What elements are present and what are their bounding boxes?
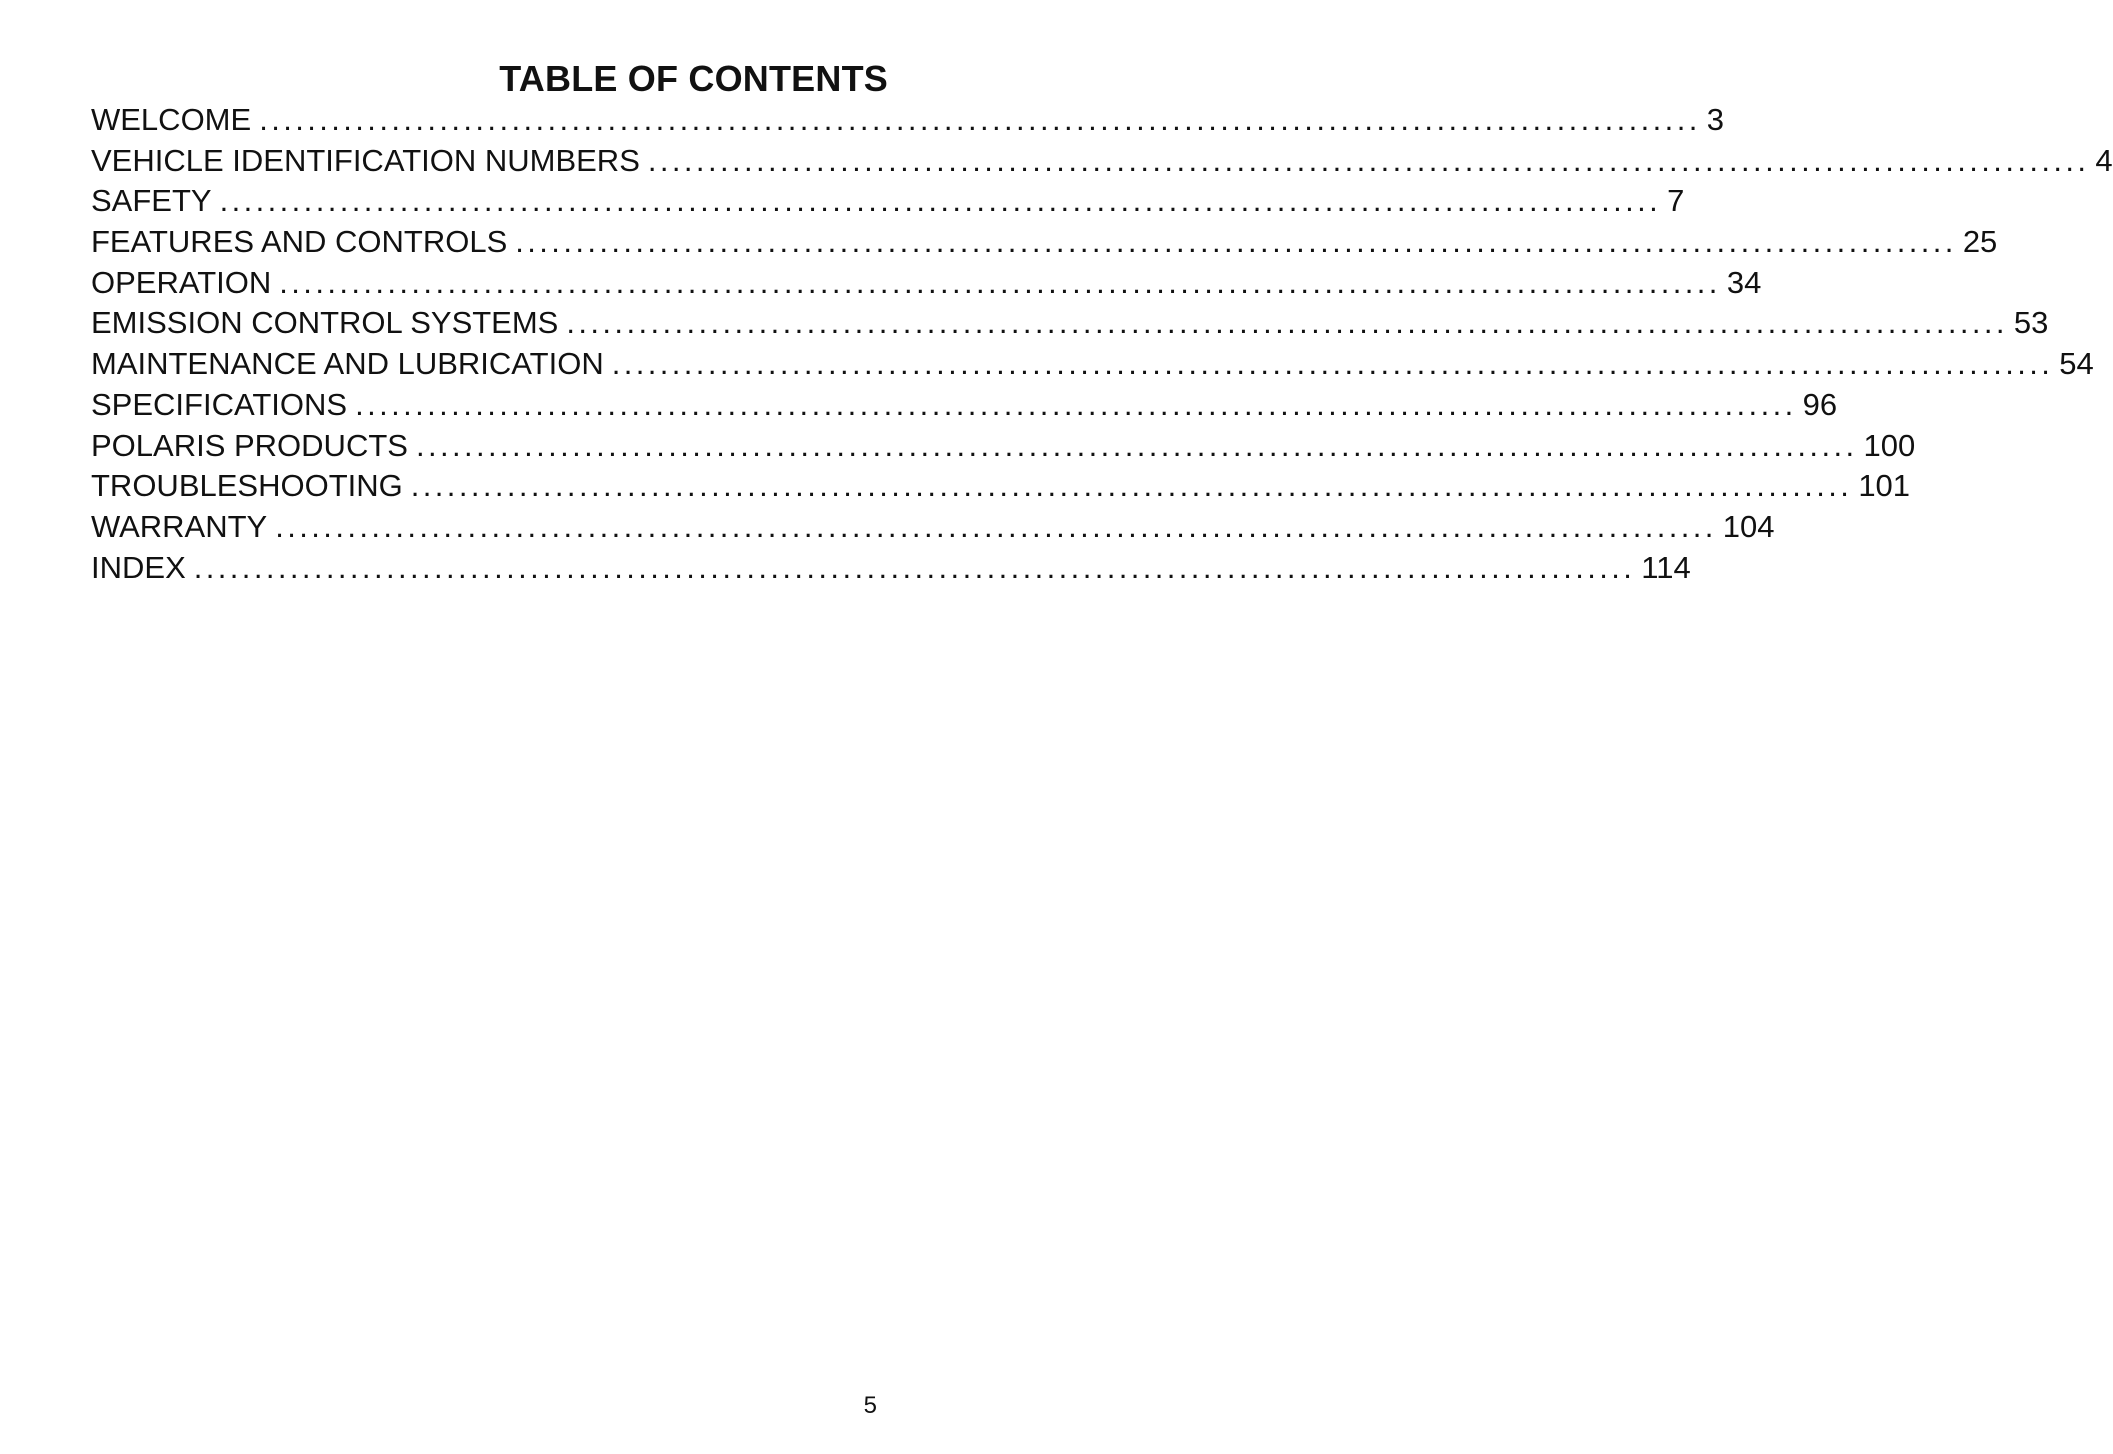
toc-entry-specifications[interactable]: [91, 385, 1838, 426]
dot-leader: ........................................................................................................................: [515, 224, 1957, 260]
toc-entry-label: TROUBLESHOOTING: [91, 468, 403, 504]
toc-entry-label: OPERATION: [91, 264, 272, 300]
toc-entry-label: SAFETY: [91, 183, 212, 219]
toc-entry-label: MAINTENANCE AND LUBRICATION: [91, 346, 604, 382]
dot-leader: ........................................................................................................................: [647, 142, 2090, 178]
toc-entry-page: 54: [2059, 346, 2094, 382]
toc-entry-label: SPECIFICATIONS: [91, 386, 348, 422]
toc-entry-safety[interactable]: [91, 181, 1685, 222]
toc-entry-label: WELCOME: [91, 102, 252, 137]
dot-leader: ........................................................................................................................: [355, 386, 1797, 422]
toc-entry-polaris-products[interactable]: [91, 426, 1916, 467]
toc-entry-label: POLARIS PRODUCTS: [91, 427, 408, 463]
toc-entry-emission-control-systems[interactable]: [91, 303, 2049, 344]
toc-entry-page: 114: [1641, 549, 1691, 585]
dot-leader: ........................................................................................................................: [611, 346, 2054, 382]
toc-entry-operation[interactable]: [91, 263, 1762, 304]
toc-entry-page: 96: [1802, 386, 1838, 422]
toc-title: TABLE OF CONTENTS: [499, 58, 888, 99]
toc-entry-page: 104: [1722, 508, 1775, 544]
toc-entry-troubleshooting[interactable]: [91, 466, 1911, 507]
toc-entry-label: FEATURES AND CONTROLS: [91, 224, 508, 260]
toc-entry-page: 53: [2013, 305, 2049, 341]
toc-entry-page: 25: [1962, 224, 1998, 260]
dot-leader: ........................................................................................................................: [279, 264, 1721, 300]
toc-entry-warranty[interactable]: [91, 507, 1775, 548]
dot-leader: ........................................................................................................................: [193, 549, 1636, 585]
page-number: 5: [863, 1392, 877, 1419]
toc-entry-page: 7: [1667, 183, 1685, 219]
toc-entry-label: INDEX: [91, 549, 186, 585]
toc-entry-index[interactable]: [91, 548, 1691, 589]
toc-entry-page: 34: [1726, 264, 1762, 300]
dot-leader: ........................................................................................................................: [219, 183, 1662, 219]
dot-leader: ........................................................................................................................: [566, 305, 2008, 341]
toc-entry-features-and-controls[interactable]: [91, 222, 1998, 263]
dot-leader: ........................................................................................................................: [410, 468, 1853, 504]
toc-list: [91, 100, 2113, 588]
toc-entry-label: EMISSION CONTROL SYSTEMS: [91, 305, 559, 341]
dot-leader: ........................................................................................................................: [415, 427, 1858, 463]
toc-entry-page: 101: [1858, 468, 1911, 504]
toc-entry-maintenance-and-lubrication[interactable]: [91, 344, 2094, 385]
toc-entry-label: WARRANTY: [91, 508, 268, 544]
toc-entry-page: 4: [2095, 142, 2113, 178]
dot-leader: ........................................................................................................................: [259, 102, 1701, 137]
dot-leader: ........................................................................................................................: [275, 508, 1717, 544]
toc-entry-welcome[interactable]: [91, 100, 1724, 141]
toc-entry-label: VEHICLE IDENTIFICATION NUMBERS: [91, 142, 640, 178]
toc-entry-page: 100: [1863, 427, 1916, 463]
toc-entry-vehicle-identification-numbers[interactable]: [91, 141, 2113, 182]
toc-entry-page: 3: [1706, 102, 1724, 137]
